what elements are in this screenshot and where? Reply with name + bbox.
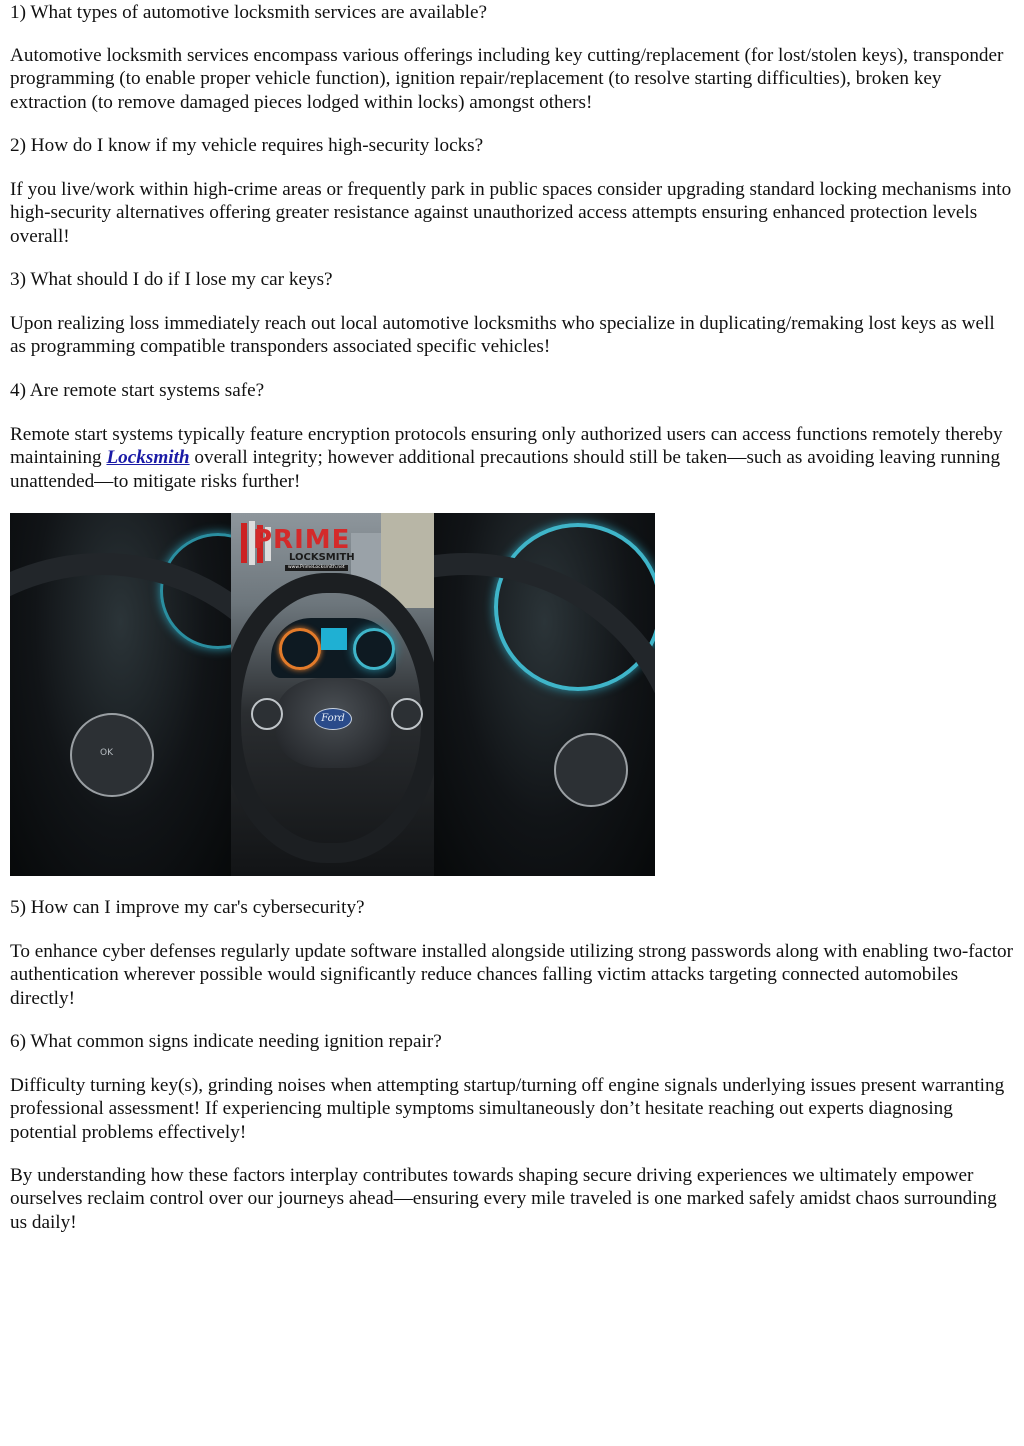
instrument-cluster xyxy=(271,618,396,678)
photo-right-blurred xyxy=(434,513,655,876)
faq-question-6: 6) What common signs indicate needing ignition repair? xyxy=(10,1031,442,1052)
faq-answer-1: Automotive locksmith services encompass various offerings including key cutting/replacement (for lost/stolen keys), transponder programming (to enable proper vehicle function), ignition repair/replacement (to resolve starting difficulties), broken key extraction (to remove damaged pieces lodged within locks) amongst others! xyxy=(10,45,1004,113)
faq-question-3: 3) What should I do if I lose my car keys? xyxy=(10,269,333,290)
ford-badge: Ford xyxy=(314,708,352,730)
faq-question-2: 2) How do I know if my vehicle requires high-security locks? xyxy=(10,135,484,156)
conclusion-paragraph: By understanding how these factors interplay contributes towards shaping secure driving experiences we ultimately empower ourselves reclaim control over our journeys ahead—ensuring every mile traveled is one marked safely amidst chaos surrounding us daily! xyxy=(10,1165,997,1233)
faq-answer-6: Difficulty turning key(s), grinding noises when attempting startup/turning off engine signals underlying issues present warranting professional assessment! If experiencing multiple symptoms simultaneously don’t hesitate reaching out experts diagnosing potential problems effectively! xyxy=(10,1075,1005,1143)
faq-question-5: 5) How can I improve my car's cybersecurity? xyxy=(10,897,365,918)
faq-answer-4 xyxy=(10,423,1014,493)
faq-answer-3: Upon realizing loss immediately reach out local automotive locksmiths who specialize in duplicating/remaking lost keys as well as programming compatible transponders associated specific vehicles! xyxy=(10,313,995,358)
logo-subtitle: LOCKSMITH xyxy=(289,552,355,563)
locksmith-link[interactable]: Locksmith xyxy=(106,447,190,469)
faq-answer-5: To enhance cyber defenses regularly update software installed alongside utilizing strong passwords along with enabling two-factor authentication wherever possible would significantly reduce chances falling victim attacks targeting connected automobiles directly! xyxy=(10,941,1014,1009)
logo-url: www.PrimeLocksmith.net xyxy=(285,565,348,571)
faq-answer-4-part-1: Remote start systems typically feature encryption protocols ensuring only authorized users can access functions remotely thereby maintaining xyxy=(10,424,1003,469)
steering-hub xyxy=(276,678,391,768)
faq-question-1: 1) What types of automotive locksmith services are available? xyxy=(10,2,488,23)
photo-left-blurred xyxy=(10,513,231,876)
prime-locksmith-logo xyxy=(237,517,355,573)
logo-title: PRIME xyxy=(253,525,351,555)
faq-answer-4-part-2: overall integrity; however additional precautions should still be taken—such as avoiding leaving running unattended—to mitigate risks further! xyxy=(10,447,1001,492)
faq-answer-2: If you live/work within high-crime areas or frequently park in public spaces consider upgrading standard locking mechanisms into high-security alternatives offering greater resistance against unauthorized access attempts ensuring enhanced protection levels overall! xyxy=(10,179,1012,247)
photo-center xyxy=(231,513,434,876)
ok-label: OK xyxy=(100,748,113,758)
steering-wheel-photo xyxy=(10,513,655,876)
faq-question-4: 4) Are remote start systems safe? xyxy=(10,380,265,401)
